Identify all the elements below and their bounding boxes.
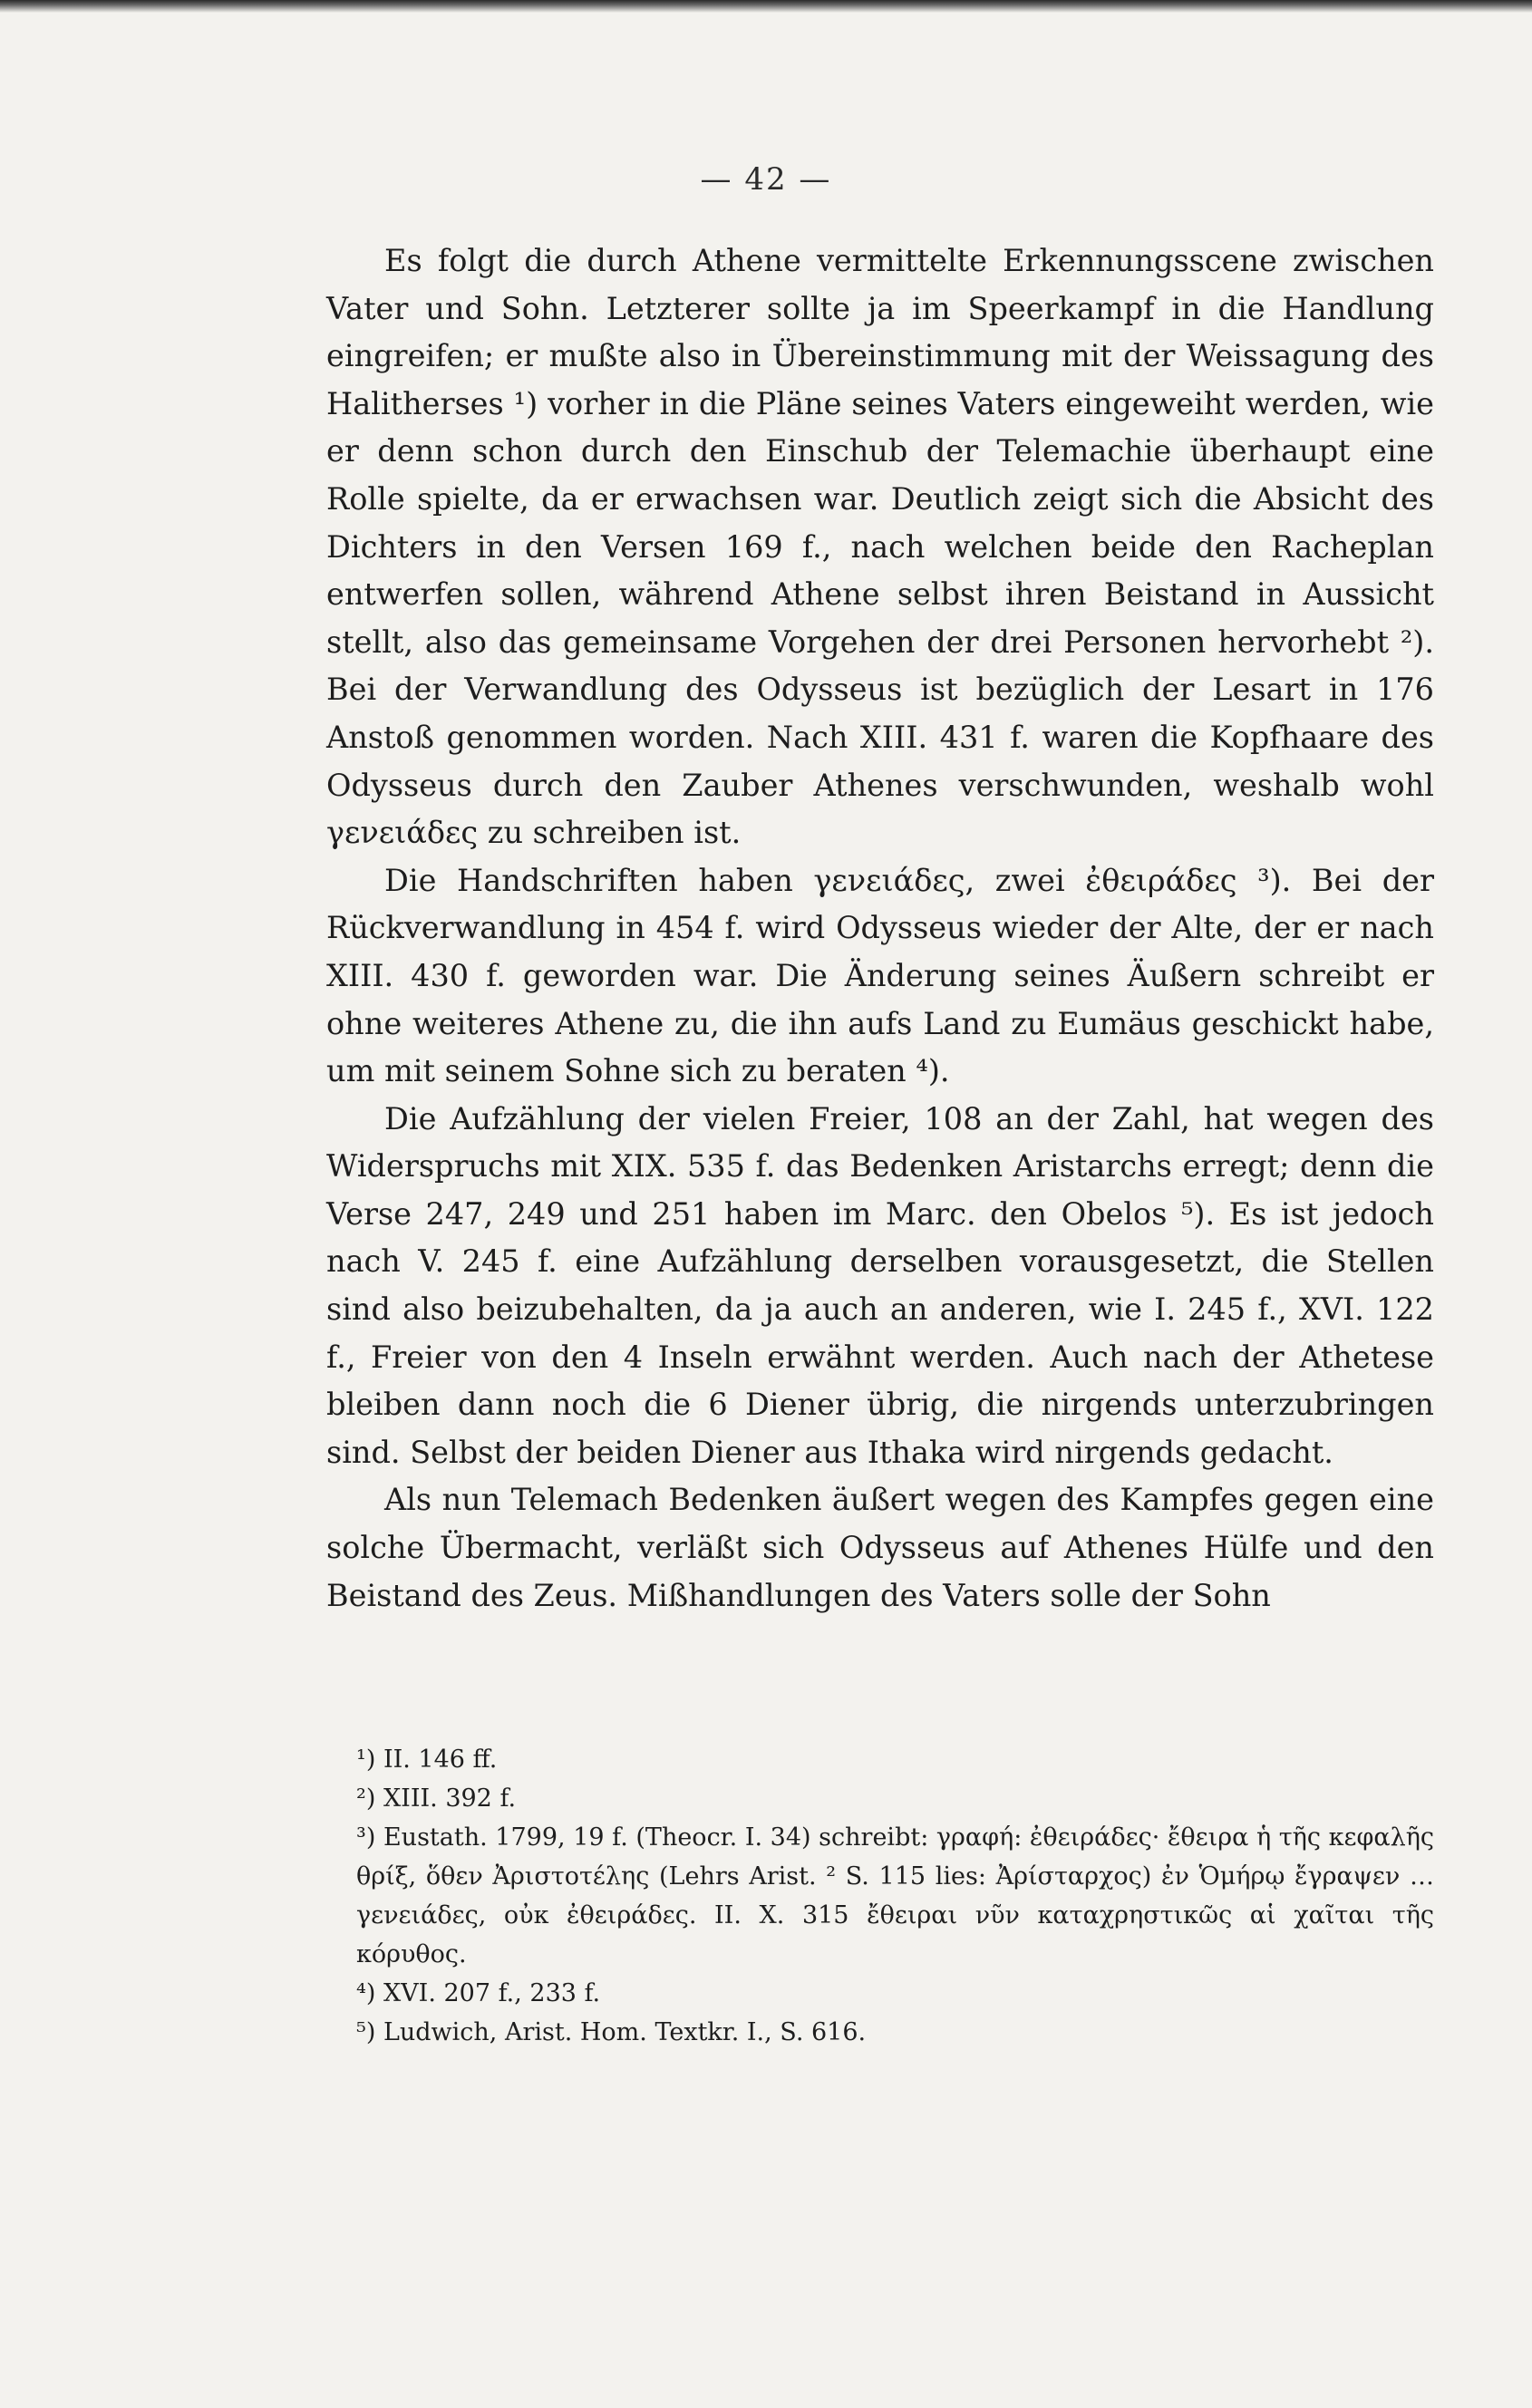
page-top-edge: [0, 0, 1532, 13]
paragraph: Es folgt die durch Athene vermittelte Erkennungsscene zwischen Vater und Sohn. Letzterer sollte ja im Speerkampf in die Handlung eingreifen; er mußte also in Übereinstimmung mit der Weissagung des Halitherses ¹) vorher in die Pläne seines Vaters eingeweiht werden, wie er denn schon durch den Einschub der Telemachie überhaupt eine Rolle spielte, da er erwachsen war. Deutlich zeigt sich die Absicht des Dichters in den Versen 169 f., nach welchen beide den Racheplan entwerfen sollen, während Athene selbst ihren Beistand in Aussicht stellt, also das gemeinsame Vorgehen der drei Personen hervorhebt ²). Bei der Verwandlung des Odysseus ist bezüglich der Lesart in 176 Anstoß genommen worden. Nach XIII. 431 f. waren die Kopfhaare des Odysseus durch den Zauber Athenes verschwunden, weshalb wohl γενειάδες zu schreiben ist.: [326, 243, 1434, 851]
body-text: [326, 237, 1434, 1620]
paragraph: Die Handschriften haben γενειάδες, zwei ἐθειράδες ³). Bei der Rückverwandlung in 454 f. wird Odysseus wieder der Alte, der er nach XIII. 430 f. geworden war. Die Änderung seines Äußern schreibt er ohne weiteres Athene zu, die ihn aufs Land zu Eumäus geschickt habe, um mit seinem Sohne sich zu beraten ⁴).: [326, 862, 1434, 1089]
paragraph: Die Aufzählung der vielen Freier, 108 an der Zahl, hat wegen des Widerspruchs mit XIX. 535 f. das Bedenken Aristarchs erregt; denn die Verse 247, 249 und 251 haben im Marc. den Obelos ⁵). Es ist jedoch nach V. 245 f. eine Aufzählung derselben vorausgesetzt, die Stellen sind also beizubehalten, da ja auch an anderen, wie I. 245 f., XVI. 122 f., Freier von den 4 Inseln erwähnt werden. Auch nach der Athetese bleiben dann noch die 6 Diener übrig, die nirgends unterzubringen sind. Selbst der beiden Diener aus Ithaka wird nirgends gedacht.: [326, 1100, 1434, 1470]
footnote-3: ³) Eustath. 1799, 19 f. (Theocr. I. 34) schreibt: γραφή: ἐθειράδες· ἔθειρα ἡ τῆς κεφαλῆς θρίξ, ὅθεν Ἀριστοτέλης (Lehrs Arist. ² S. 115 lies: Ἀρίσταρχος) ἐν Ὁμήρῳ ἔγραψεν … γενειάδες, οὐκ ἐθειράδες. II. X. 315 ἔθειραι νῦν καταχρηστικῶς αἱ χαῖται τῆς κόρυθος.: [356, 1823, 1434, 1968]
footnote-1: ¹) II. 146 ff.: [356, 1746, 498, 1774]
footnote-5: ⁵) Ludwich, Arist. Hom. Textkr. I., S. 616.: [356, 2018, 867, 2046]
footnote-2: ²) XIII. 392 f.: [356, 1784, 517, 1813]
paragraph: Als nun Telemach Bedenken äußert wegen des Kampfes gegen eine solche Übermacht, verläßt sich Odysseus auf Athenes Hülfe und den Beistand des Zeus. Mißhandlungen des Vaters solle der Sohn: [326, 1482, 1434, 1613]
footnotes: [326, 1740, 1434, 2052]
footnote-4: ⁴) XVI. 207 f., 233 f.: [356, 1979, 601, 2007]
page-number: — 42 —: [700, 161, 832, 198]
